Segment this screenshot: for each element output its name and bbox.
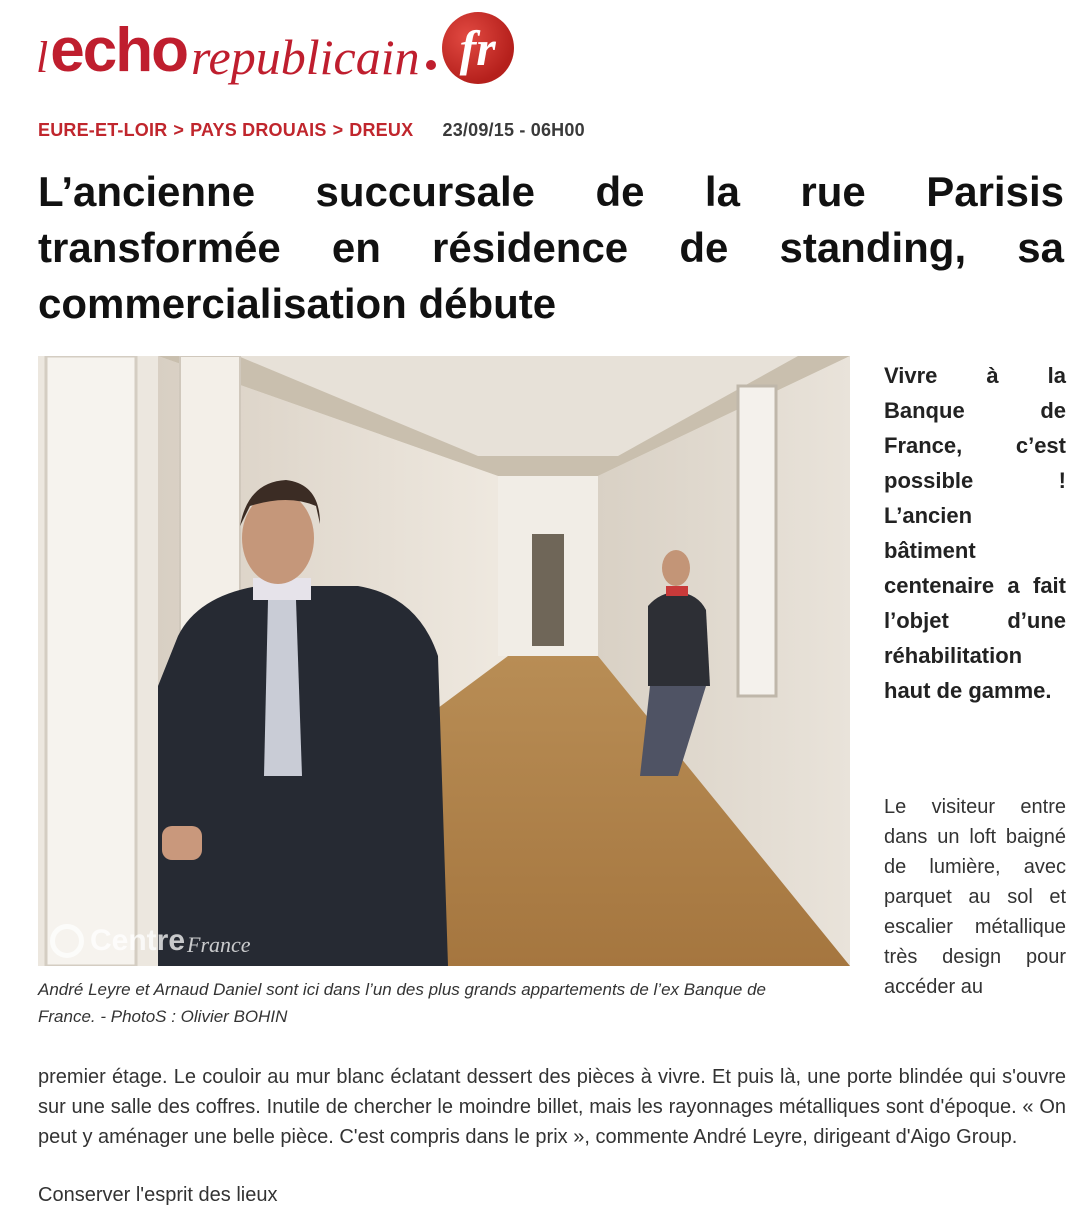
breadcrumb-item-dreux[interactable]: DREUX bbox=[349, 120, 414, 140]
article-photo[interactable] bbox=[38, 356, 850, 966]
breadcrumb bbox=[38, 120, 585, 141]
watermark-sub: France bbox=[187, 932, 251, 957]
article-title: L’ancienne succursale de la rue Parisis transformée en résidence de standing, sa commercialisation débute bbox=[38, 168, 1064, 327]
photo-illustration bbox=[38, 356, 850, 966]
breadcrumb-item-pays-drouais[interactable]: PAYS DROUAIS bbox=[190, 120, 327, 140]
photo-caption: André Leyre et Arnaud Daniel sont ici dans l’un des plus grands appartements de l’ex Banque de France. - PhotoS : Olivier BOHIN bbox=[38, 980, 766, 1026]
logo-dot bbox=[426, 60, 436, 70]
watermark-main: Centre bbox=[90, 924, 186, 957]
article-body-side: Le visiteur entre dans un loft baigné de lumière, avec parquet au sol et escalier métallique très design pour accéder au bbox=[884, 796, 1066, 998]
article-body: premier étage. Le couloir au mur blanc éclatant dessert des pièces à vivre. Et puis là, une porte blindée qui s'ouvre sur une salle des coffres. Inutile de chercher le moindre billet, mais les rayonnages métalliques sont d'époque. « On peut y aménager une belle pièce. C'est compris dans le prix », commente André Leyre, dirigeant d'Aigo Group. bbox=[38, 1066, 1066, 1148]
publish-date: 23/09/15 - 06H00 bbox=[442, 120, 585, 140]
breadcrumb-item-eure-et-loir[interactable]: EURE-ET-LOIR bbox=[38, 120, 168, 140]
logo-republicain: republicain bbox=[190, 29, 420, 85]
breadcrumb-separator: > bbox=[332, 120, 344, 140]
logo-l: l bbox=[36, 33, 49, 82]
logo-fr-badge: fr bbox=[442, 12, 514, 84]
site-logo[interactable] bbox=[36, 4, 514, 86]
logo-echo: echo bbox=[50, 16, 187, 85]
photo-watermark bbox=[50, 924, 251, 958]
centre-france-logo-icon bbox=[50, 924, 84, 958]
breadcrumb-separator: > bbox=[173, 120, 185, 140]
article-lead: Vivre à la Banque de France, c’est possible ! L’ancien bâtiment centenaire a fait l’objet d’une réhabilitation haut de gamme. bbox=[884, 363, 1066, 703]
article-subhead: Conserver l'esprit des lieux bbox=[38, 1184, 278, 1206]
